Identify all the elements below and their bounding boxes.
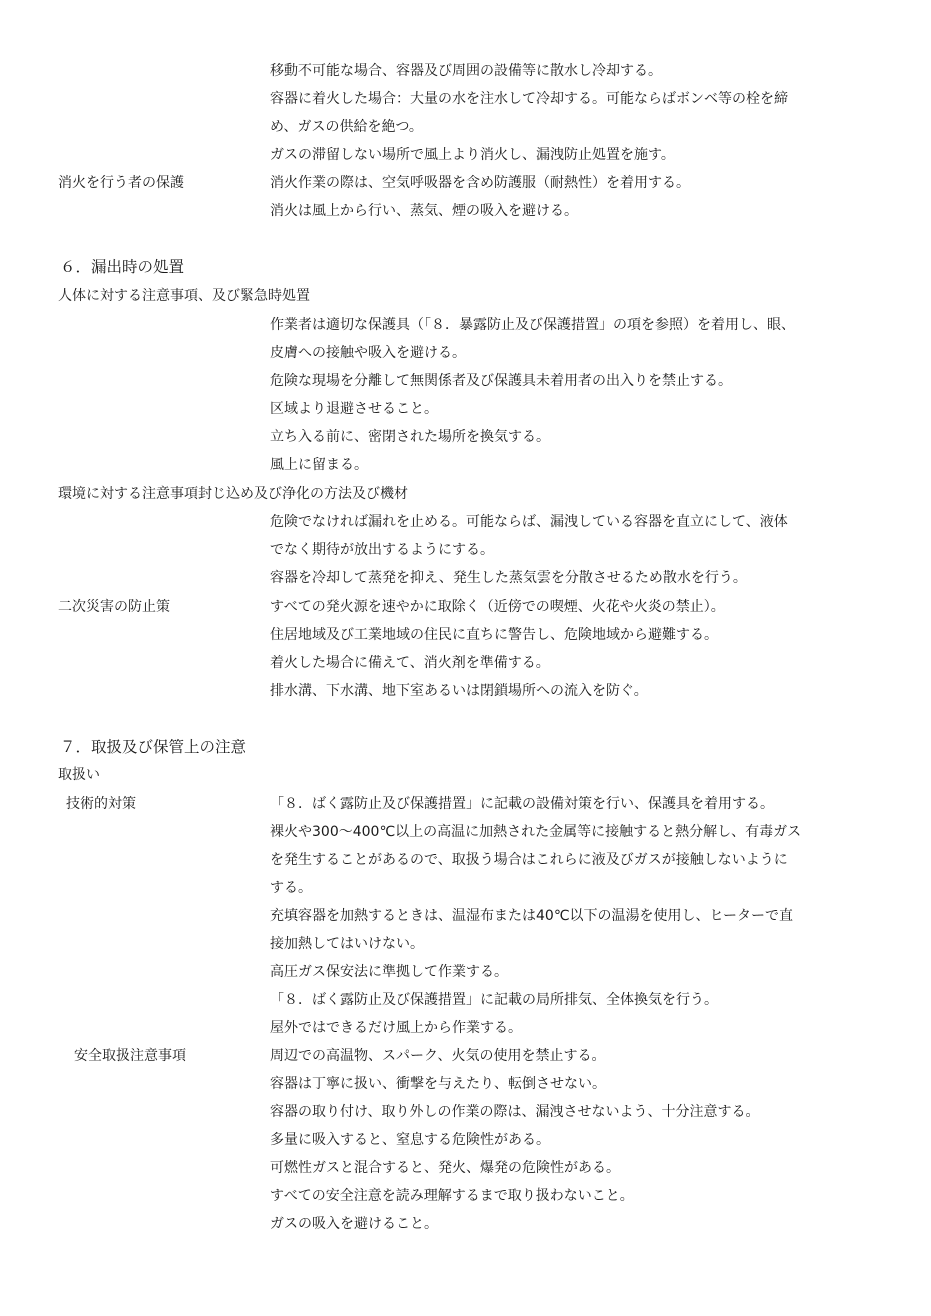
text-line: 「８．ばく露防止及び保護措置」に記載の設備対策を行い、保護具を着用する。 [270, 796, 774, 812]
text-line: 風上に留まる。 [270, 457, 368, 473]
text-line: すべての発火源を速やかに取除く（近傍での喫煙、火花や火炎の禁止）。 [270, 599, 725, 615]
personal-precautions-label: 人体に対する注意事項、及び緊急時処置 [58, 288, 310, 304]
text-line: 住居地域及び工業地域の住民に直ちに警告し、危険地域から避難する。 [270, 627, 718, 643]
text-line: 屋外ではできるだけ風上から作業する。 [270, 1020, 522, 1036]
text-line: 危険でなければ漏れを止める。可能ならば、漏洩している容器を直立にして、液体 [270, 514, 788, 530]
text-line: 排水溝、下水溝、地下室あるいは閉鎖場所への流入を防ぐ。 [270, 683, 648, 699]
text-line: でなく期待が放出するようにする。 [270, 542, 494, 558]
text-line: 多量に吸入すると、窒息する危険性がある。 [270, 1132, 550, 1148]
text-line: 周辺での高温物、スパーク、火気の使用を禁止する。 [270, 1048, 606, 1064]
section7-heading: ７．取扱及び保管上の注意 [60, 738, 247, 756]
text-line: 立ち入る前に、密閉された場所を換気する。 [270, 429, 550, 445]
text-line: ガスの吸入を避けること。 [270, 1216, 438, 1232]
text-line: 「８．ばく露防止及び保護措置」に記載の局所排気、全体換気を行う。 [270, 992, 718, 1008]
section6-heading: ６．漏出時の処置 [60, 258, 185, 276]
environmental-precautions-label: 環境に対する注意事項封じ込め及び浄化の方法及び機材 [58, 486, 408, 502]
text-line: 可燃性ガスと混合すると、発火、爆発の危険性がある。 [270, 1160, 620, 1176]
text-line: を発生することがあるので、取扱う場合はこれらに液及びガスが接触しないように [270, 852, 788, 868]
firefighter-protection-label: 消火を行う者の保護 [58, 175, 184, 191]
text-line: 容器を冷却して蒸発を抑え、発生した蒸気雲を分散させるため散水を行う。 [270, 570, 747, 586]
text-line: すべての安全注意を読み理解するまで取り扱わないこと。 [270, 1188, 634, 1204]
secondary-hazard-label: 二次災害の防止策 [58, 599, 170, 615]
text-line: 裸火や300～400℃以上の高温に加熱された金属等に接触すると熱分解し、有毒ガス [270, 824, 802, 840]
text-line: 容器は丁寧に扱い、衝撃を与えたり、転倒させない。 [270, 1076, 606, 1092]
text-line: 危険な現場を分離して無関係者及び保護具未着用者の出入りを禁止する。 [270, 373, 732, 389]
text-line: め、ガスの供給を絶つ。 [270, 119, 423, 135]
safe-handling-label: 安全取扱注意事項 [74, 1048, 186, 1064]
technical-measures-label: 技術的対策 [66, 796, 136, 812]
text-line: 容器の取り付け、取り外しの作業の際は、漏洩させないよう、十分注意する。 [270, 1104, 760, 1120]
text-line: 移動不可能な場合、容器及び周囲の設備等に散水し冷却する。 [270, 63, 662, 79]
text-line: 充填容器を加熱するときは、温湿布または40℃以下の温湯を使用し、ヒーターで直 [270, 908, 793, 924]
text-line: 着火した場合に備えて、消火剤を準備する。 [270, 655, 550, 671]
text-line: 消火は風上から行い、蒸気、煙の吸入を避ける。 [270, 203, 578, 219]
text-line: ガスの滞留しない場所で風上より消火し、漏洩防止処置を施す。 [270, 147, 675, 163]
text-line: する。 [270, 880, 312, 896]
text-line: 接加熱してはいけない。 [270, 936, 424, 952]
text-line: 容器に着火した場合：大量の水を注水して冷却する。可能ならばボンベ等の栓を締 [270, 91, 788, 107]
text-line: 高圧ガス保安法に準拠して作業する。 [270, 964, 508, 980]
text-line: 区域より退避させること。 [270, 401, 438, 417]
text-line: 皮膚への接触や吸入を避ける。 [270, 345, 466, 361]
text-line: 消火作業の際は、空気呼吸器を含め防護服（耐熱性）を着用する。 [270, 175, 690, 191]
text-line: 作業者は適切な保護具（「８．暴露防止及び保護措置」の項を参照）を着用し、眼、 [270, 317, 795, 333]
handling-label: 取扱い [58, 767, 100, 783]
